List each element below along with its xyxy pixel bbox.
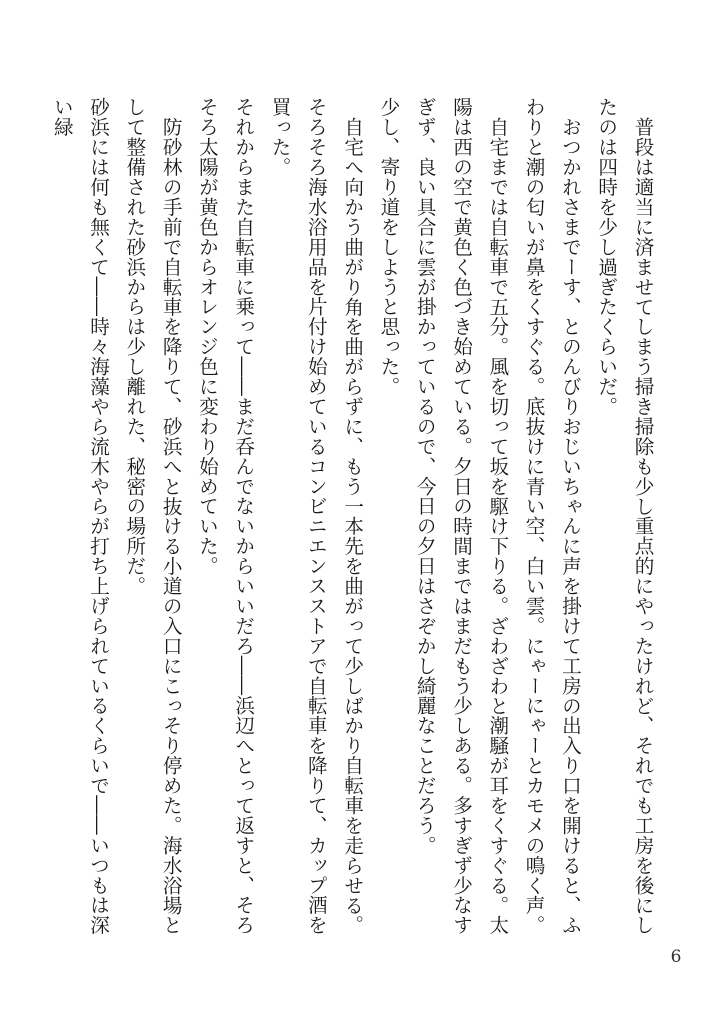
vertical-text-body bbox=[50, 97, 660, 947]
paragraph: それからまた自転車に乗って――まだ呑んでないからいいだろ――浜辺へとって返すと、そろそろ太陽が黄色からオレンジ色に変わり始めていた。 bbox=[195, 97, 255, 935]
paragraph: 少し、寄り道をしようと思った。 bbox=[376, 97, 400, 397]
paragraph: おつかれさまでーす、とのんびりおじいちゃんに声を掛けて工房の出入り口を開けると、ふわりと潮の匂いが鼻をくすぐる。底抜けに青い空、白い雲。にゃーにゃーとカモメの鳴く声。 bbox=[522, 97, 582, 935]
paragraph: 自宅へ向かう曲がり角を曲がらずに、もう一本先を曲がって少しばかり自転車を走らせる。そろそろ海水浴用品を片付け始めているコンビニエンスストアで自転車を降りて、カップ酒を買った。 bbox=[268, 97, 364, 935]
paragraph: 普段は適当に済ませてしまう掃き掃除も少し重点的にやったけれど、それでも工房を後にしたのは四時を少し過ぎたくらいだ。 bbox=[594, 97, 654, 935]
paragraph: 砂浜には何も無くて――時々海藻やら流木やらが打ち上げられているくらいで――いつもは深い緑 bbox=[50, 97, 110, 935]
paragraph: 自宅までは自転車で五分。風を切って坂を駆け下りる。ざわざわと潮騒が耳をくすぐる。太陽は西の空で黄色く色づき始めている。夕日の時間まではまだもう少しある。多すぎず少なすぎず、良い具合に雲が掛かっているので、今日の夕日はさぞかし綺麗なことだろう。 bbox=[413, 97, 509, 935]
page-number: 6 bbox=[670, 947, 682, 967]
paragraph: 防砂林の手前で自転車を降りて、砂浜へと抜ける小道の入口にこっそり停めた。海水浴場として整備された砂浜からは少し離れた、秘密の場所だ。 bbox=[122, 97, 183, 935]
